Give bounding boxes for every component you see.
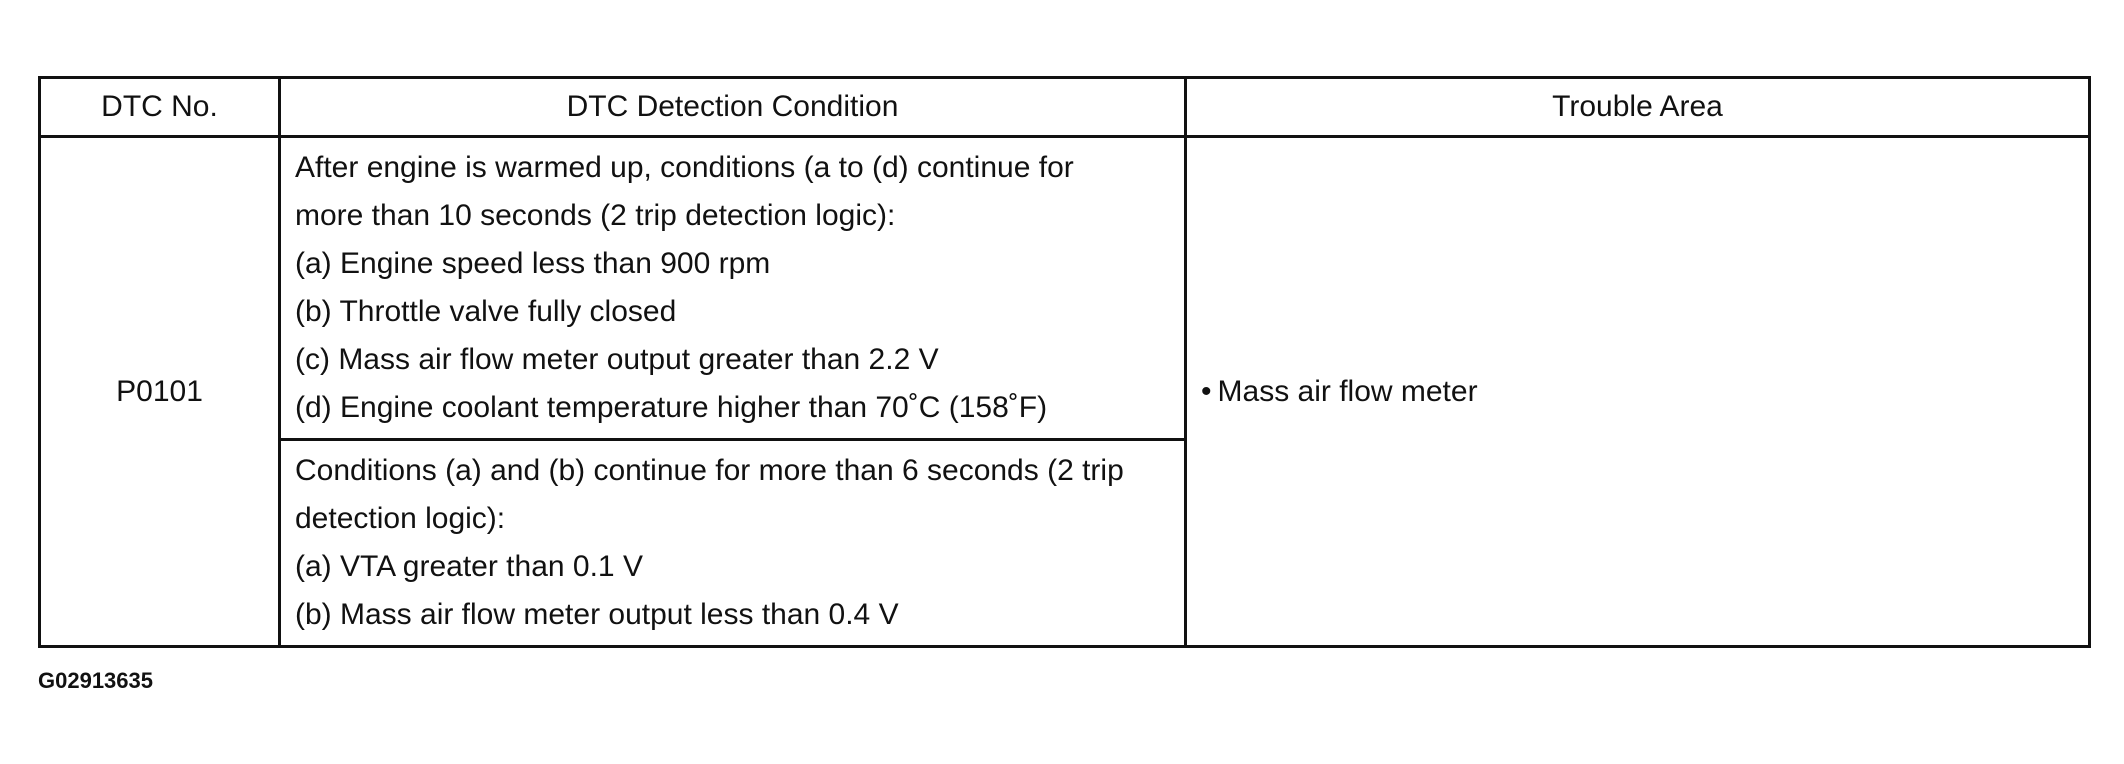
condition-2-line: Conditions (a) and (b) continue for more than 6 seconds (2 trip	[295, 454, 1124, 487]
condition-2-line: (b) Mass air flow meter output less than 0.4 V	[295, 598, 899, 631]
condition-1-line: (c) Mass air flow meter output greater than 2.2 V	[295, 343, 939, 376]
header-detection-condition: DTC Detection Condition	[280, 78, 1186, 137]
dtc-table	[38, 76, 2091, 648]
table-header-row	[40, 78, 2090, 137]
condition-1-line: (d) Engine coolant temperature higher than 70˚C (158˚F)	[295, 391, 1048, 424]
header-dtc-no: DTC No.	[40, 78, 280, 137]
header-trouble-area: Trouble Area	[1186, 78, 2090, 137]
condition-2-line: (a) VTA greater than 0.1 V	[295, 550, 643, 583]
trouble-area-text: Mass air flow meter	[1217, 374, 1478, 408]
condition-1-line: (a) Engine speed less than 900 rpm	[295, 247, 771, 280]
bullet-point: •	[1201, 374, 1212, 408]
condition-1-line: After engine is warmed up, conditions (a to (d) continue for	[295, 151, 1074, 184]
condition-2-line: detection logic):	[295, 502, 506, 535]
condition-1-line: more than 10 seconds (2 trip detection logic):	[295, 199, 896, 232]
detection-condition-2	[280, 440, 1186, 647]
trouble-area-cell	[1186, 137, 2090, 647]
detection-condition-1	[280, 137, 1186, 440]
dtc-code-cell: P0101	[40, 137, 280, 647]
condition-1-line: (b) Throttle valve fully closed	[295, 295, 677, 328]
table-row	[40, 137, 2090, 440]
figure-id: G02913635	[38, 668, 153, 693]
